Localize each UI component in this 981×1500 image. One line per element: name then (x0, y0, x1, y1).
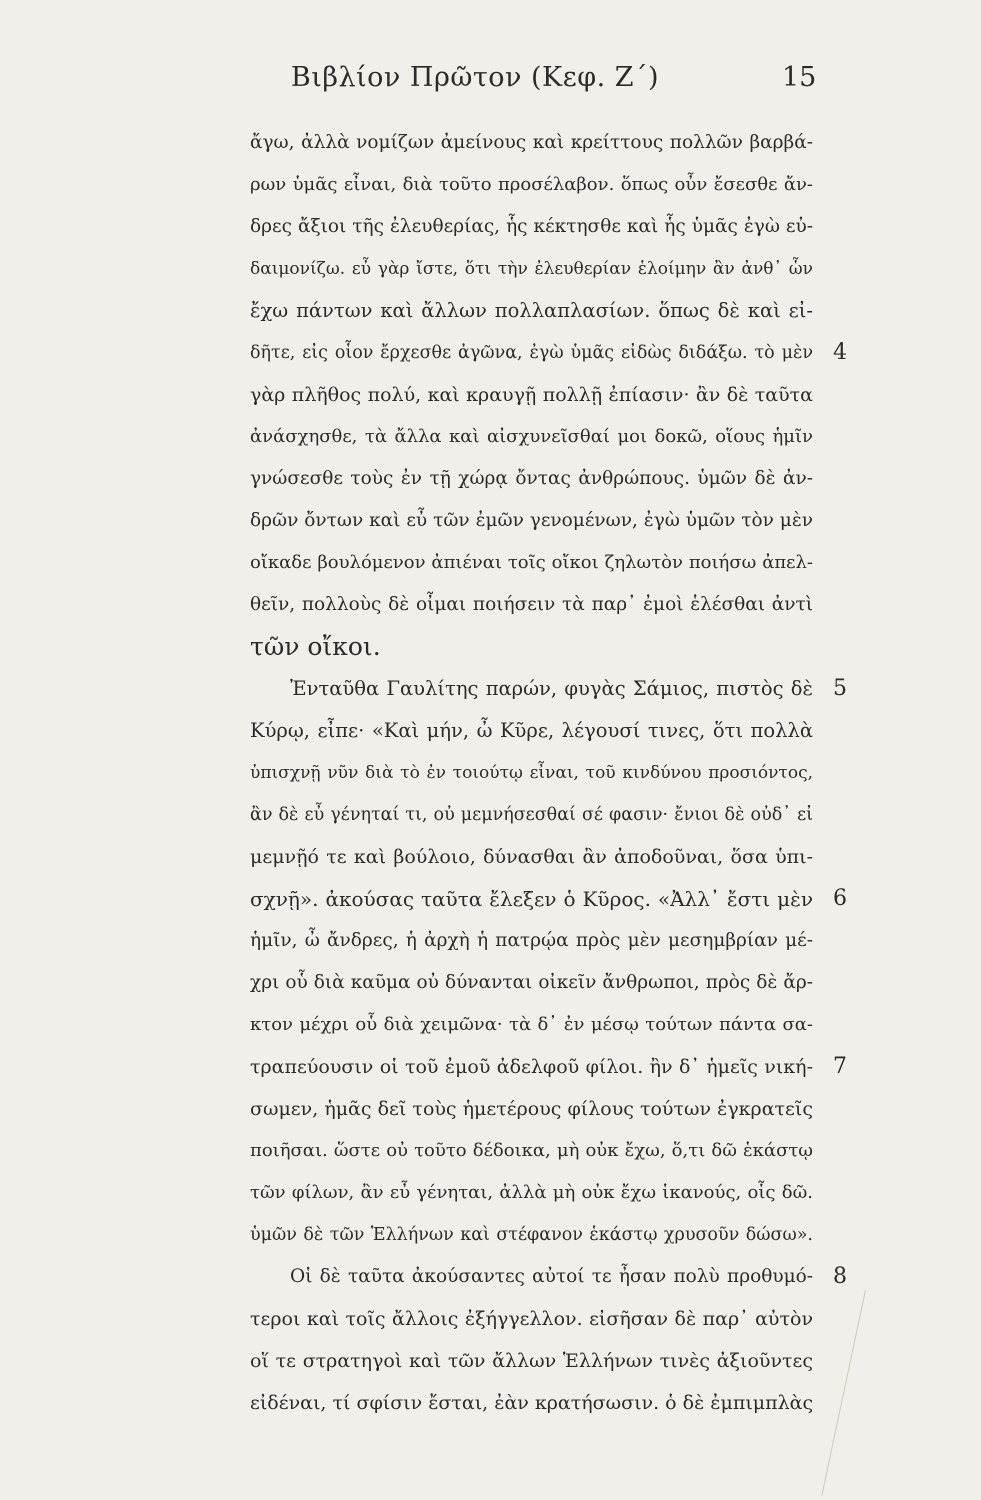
text-line: γὰρ πλῆθος πολύ, καὶ κραυγῇ πολλῇ ἐπίασιν· ἂν δὲ ταῦτα (250, 384, 813, 406)
text-line: ἔχω πάντων καὶ ἄλλων πολλαπλασίων. ὅπως δὲ καὶ εἰ- (250, 299, 813, 322)
text-line: δρες ἄξιοι τῆς ἐλευθερίας, ἧς κέκτησθε καὶ ἧς ὑμᾶς ἐγὼ εὐ- (250, 216, 813, 237)
text-line: θεῖν, πολλοὺς δὲ οἶμαι ποιήσειν τὰ παρ᾽ ἐμοὶ ἑλέσθαι ἀντὶ (250, 594, 813, 615)
text-line: δρῶν ὄντων καὶ εὖ τῶν ἐμῶν γενομένων, ἐγὼ ὑμῶν τὸν μὲν (250, 510, 813, 531)
text-line: Ἐνταῦθα Γαυλίτης παρών, φυγὰς Σάμιος, πιστὸς δὲ (290, 677, 813, 700)
running-header: Βιβλίον Πρῶτον (Κεφ. Ζ΄) (290, 62, 660, 93)
text-line: ὑμῶν δὲ τῶν Ἑλλήνων καὶ στέφανον ἑκάστῳ χρυσοῦν δώσω». (250, 1225, 813, 1245)
text-line: σωμεν, ἡμᾶς δεῖ τοὺς ἡμετέρους φίλους τούτων ἐγκρατεῖς (250, 1098, 813, 1120)
text-line: γνώσεσθε τοὺς ἐν τῇ χώρᾳ ὄντας ἀνθρώπους. ὑμῶν δὲ ἀν- (250, 468, 813, 489)
text-line: ἀνάσχησθε, τὰ ἄλλα καὶ αἰσχυνεῖσθαί μοι δοκῶ, οἵους ἡμῖν (250, 426, 813, 447)
text-line: τῶν φίλων, ἂν εὖ γένηται, ἀλλὰ μὴ οὐκ ἔχω ἱκανούς, οἷς δῶ. (250, 1182, 813, 1203)
section-number: 8 (833, 1264, 847, 1289)
section-number: 7 (833, 1054, 847, 1079)
text-line: ποιῆσαι. ὥστε οὐ τοῦτο δέδοικα, μὴ οὐκ ἔχω, ὅ,τι δῶ ἑκάστῳ (250, 1140, 813, 1161)
text-line: ἡμῖν, ὦ ἄνδρες, ἡ ἀρχὴ ἡ πατρῴα πρὸς μὲν μεσημβρίαν μέ- (250, 930, 813, 951)
text-line: εἰδέναι, τί σφίσιν ἔσται, ἐὰν κρατήσωσιν. ὁ δὲ ἐμπιμπλὰς (250, 1392, 813, 1414)
paper-crease (821, 1290, 866, 1496)
section-number: 5 (833, 676, 847, 701)
text-line: οἵ τε στρατηγοὶ καὶ τῶν ἄλλων Ἑλλήνων τινὲς ἀξιοῦντες (250, 1350, 813, 1372)
page-number: 15 (782, 62, 817, 93)
text-line: Κύρῳ, εἶπε· «Καὶ μήν, ὦ Κῦρε, λέγουσί τινες, ὅτι πολλὰ (250, 719, 813, 742)
text-line: ὑπισχνῇ νῦν διὰ τὸ ἐν τοιούτῳ εἶναι, τοῦ κινδύνου προσιόντος, (250, 763, 813, 783)
text-line: σχνῇ». ἀκούσας ταῦτα ἔλεξεν ὁ Κῦρος. «Ἀλλ᾽ ἔστι μὲν (250, 887, 813, 911)
text-line: κτον μέχρι οὗ διὰ χειμῶνα· τὰ δ᾽ ἐν μέσῳ τούτων πάντα σα- (250, 1014, 813, 1035)
text-line: ἂν δὲ εὖ γένηταί τι, οὐ μεμνήσεσθαί σέ φασιν· ἔνιοι δὲ οὐδ᾽ εἰ (250, 805, 813, 825)
text-line: τεροι καὶ τοῖς ἄλλοις ἐξήγγελλον. εἰσῆσαν δὲ παρ᾽ αὐτὸν (250, 1308, 813, 1330)
section-number: 4 (833, 340, 847, 365)
text-line: Οἱ δὲ ταῦτα ἀκούσαντες αὐτοί τε ἦσαν πολὺ προθυμό- (290, 1266, 813, 1287)
text-line: ἄγω, ἀλλὰ νομίζων ἀμείνους καὶ κρείττους πολλῶν βαρβά- (250, 132, 813, 153)
text-line: μεμνῇό τε καὶ βούλοιο, δύνασθαι ἂν ἀποδοῦναι, ὅσα ὑπι- (250, 846, 813, 868)
section-number: 6 (833, 886, 847, 911)
text-line: τραπεύουσιν οἱ τοῦ ἐμοῦ ἀδελφοῦ φίλοι. ἢν δ᾽ ἡμεῖς νική- (250, 1056, 813, 1078)
text-line: τῶν οἴκοι. (250, 632, 381, 661)
text-line: ρων ὑμᾶς εἶναι, διὰ τοῦτο προσέλαβον. ὅπως οὖν ἔσεσθε ἄν- (250, 174, 813, 195)
text-line: δαιμονίζω. εὖ γὰρ ἴστε, ὅτι τὴν ἐλευθερίαν ἑλοίμην ἂν ἀνθ᾽ ὧν (250, 259, 813, 279)
text-line: δῆτε, εἰς οἷον ἔρχεσθε ἀγῶνα, ἐγὼ ὑμᾶς εἰδὼς διδάξω. τὸ μὲν (250, 343, 813, 363)
text-line: οἴκαδε βουλόμενον ἀπιέναι τοῖς οἴκοι ζηλωτὸν ποιήσω ἀπελ- (250, 552, 813, 573)
text-line: χρι οὗ διὰ καῦμα οὐ δύνανται οἰκεῖν ἄνθρωποι, πρὸς δὲ ἄρ- (250, 972, 813, 993)
